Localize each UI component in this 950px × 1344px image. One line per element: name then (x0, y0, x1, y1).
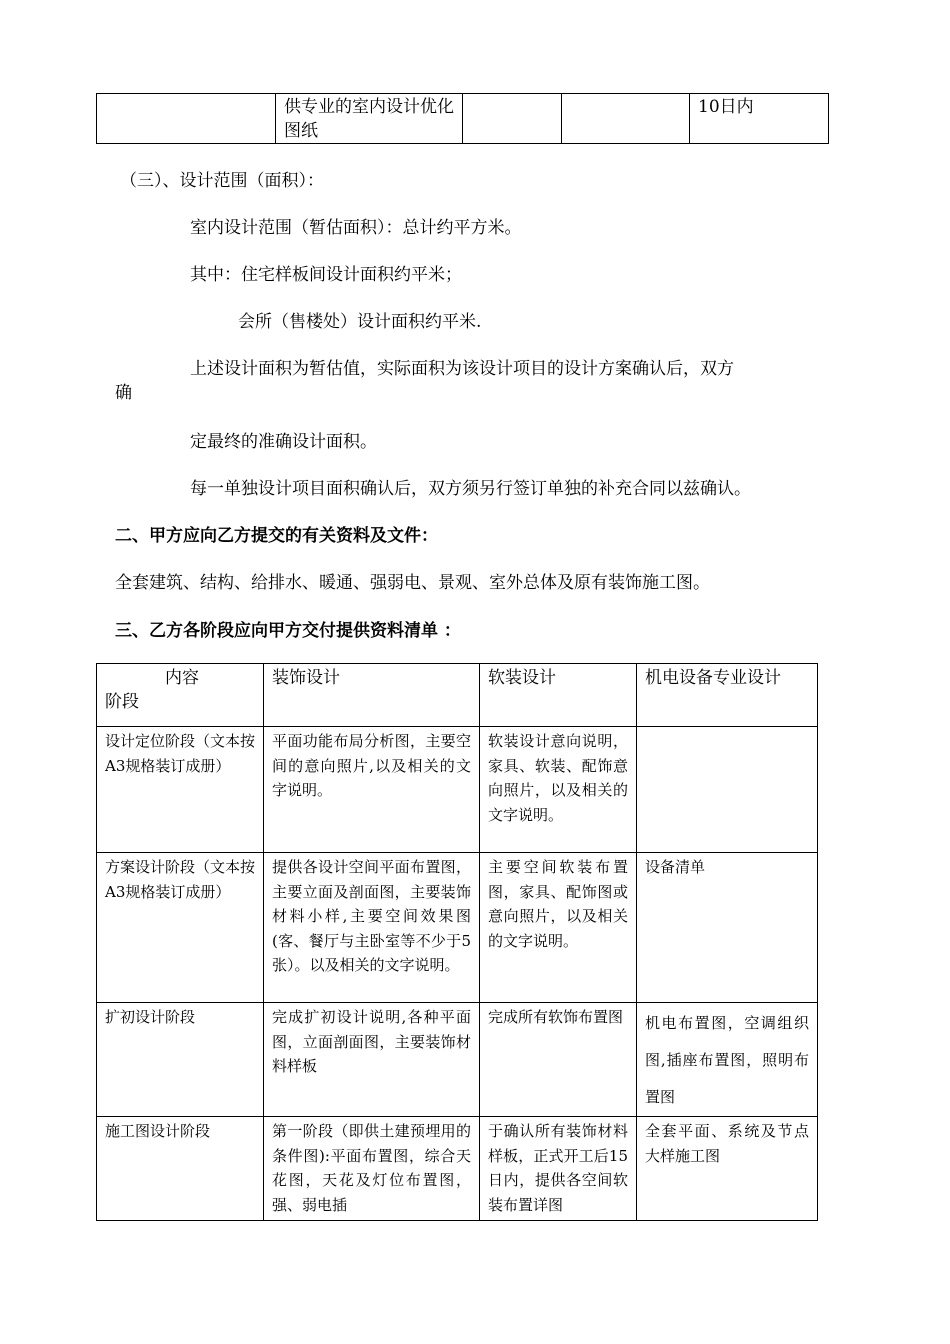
table-row (97, 853, 818, 1003)
table-corner-cell (97, 664, 264, 727)
table-row (97, 727, 818, 853)
decor-cell: 第一阶段（即供土建预埋用的条件图):平面布置图，综合天花图，天花及灯位布置图，强、弱电插 (264, 1117, 480, 1221)
soft-cell: 于确认所有装饰材料样板，正式开工后15日内，提供各空间软装布置详图 (480, 1117, 637, 1221)
decor-cell: 提供各设计空间平面布置图，主要立面及剖面图，主要装饰材料小样,主要空间效果图(客、餐厅与主卧室等不少于5张）。以及相关的文字说明。 (264, 853, 480, 1003)
header-cell: 装饰设计 (264, 664, 480, 727)
soft-cell: 完成所有软饰布置图 (480, 1003, 637, 1117)
paragraph: 上述设计面积为暂估值，实际面积为该设计项目的设计方案确认后，双方 (190, 359, 734, 379)
mep-cell: 设备清单 (637, 853, 818, 1003)
header-cell: 软装设计 (480, 664, 637, 727)
paragraph: 确 (115, 383, 132, 403)
table-cell (562, 94, 690, 144)
decor-cell: 平面功能布局分析图，主要空间的意向照片,以及相关的文字说明。 (264, 727, 480, 853)
soft-cell: 主要空间软装布置图，家具、配饰图或意向照片，以及相关的文字说明。 (480, 853, 637, 1003)
stage-cell: 设计定位阶段（文本按A3规格装订成册） (97, 727, 264, 853)
table-row (97, 1117, 818, 1221)
paragraph: 每一单独设计项目面积确认后，双方须另行签订单独的补充合同以兹确认。 (190, 479, 751, 499)
soft-cell: 软装设计意向说明，家具、软装、配饰意向照片，以及相关的文字说明。 (480, 727, 637, 853)
header-content-label: 内容 (165, 668, 199, 688)
paragraph: 定最终的准确设计面积。 (190, 432, 377, 452)
paragraph: 其中：住宅样板间设计面积约平米； (190, 265, 462, 285)
table-cell (463, 94, 562, 144)
table-header-row (97, 664, 818, 727)
mep-cell (637, 727, 818, 853)
section-heading-3: 三、乙方各阶段应向甲方交付提供资料清单 ： (115, 621, 461, 641)
table-row (97, 94, 829, 144)
stage-cell: 方案设计阶段（文本按A3规格装订成册） (97, 853, 264, 1003)
stage-cell: 施工图设计阶段 (97, 1117, 264, 1221)
paragraph: 全套建筑、结构、给排水、暖通、强弱电、景观、室外总体及原有装饰施工图。 (115, 573, 710, 593)
section-heading-2: 二、甲方应向乙方提交的有关资料及文件： (115, 526, 438, 546)
deliverables-table (96, 663, 818, 1221)
section-heading-scope: （三）、设计范围（面积）： (120, 171, 324, 191)
table-cell: 10日内 (690, 94, 829, 144)
paragraph: 会所（售楼处）设计面积约平米. (238, 312, 482, 332)
mep-cell: 机电布置图，空调组织图,插座布置图，照明布置图 (637, 1003, 818, 1117)
table-cell: 供专业的室内设计优化图纸 (276, 94, 463, 144)
mep-cell: 全套平面、系统及节点大样施工图 (637, 1117, 818, 1221)
top-table (96, 93, 829, 144)
table-row (97, 1003, 818, 1117)
header-stage-label: 阶段 (105, 692, 139, 712)
paragraph: 室内设计范围（暂估面积）：总计约平方米。 (190, 218, 522, 238)
decor-cell: 完成扩初设计说明,各种平面图，立面剖面图，主要装饰材料样板 (264, 1003, 480, 1117)
table-cell (97, 94, 276, 144)
header-cell: 机电设备专业设计 (637, 664, 818, 727)
stage-cell: 扩初设计阶段 (97, 1003, 264, 1117)
